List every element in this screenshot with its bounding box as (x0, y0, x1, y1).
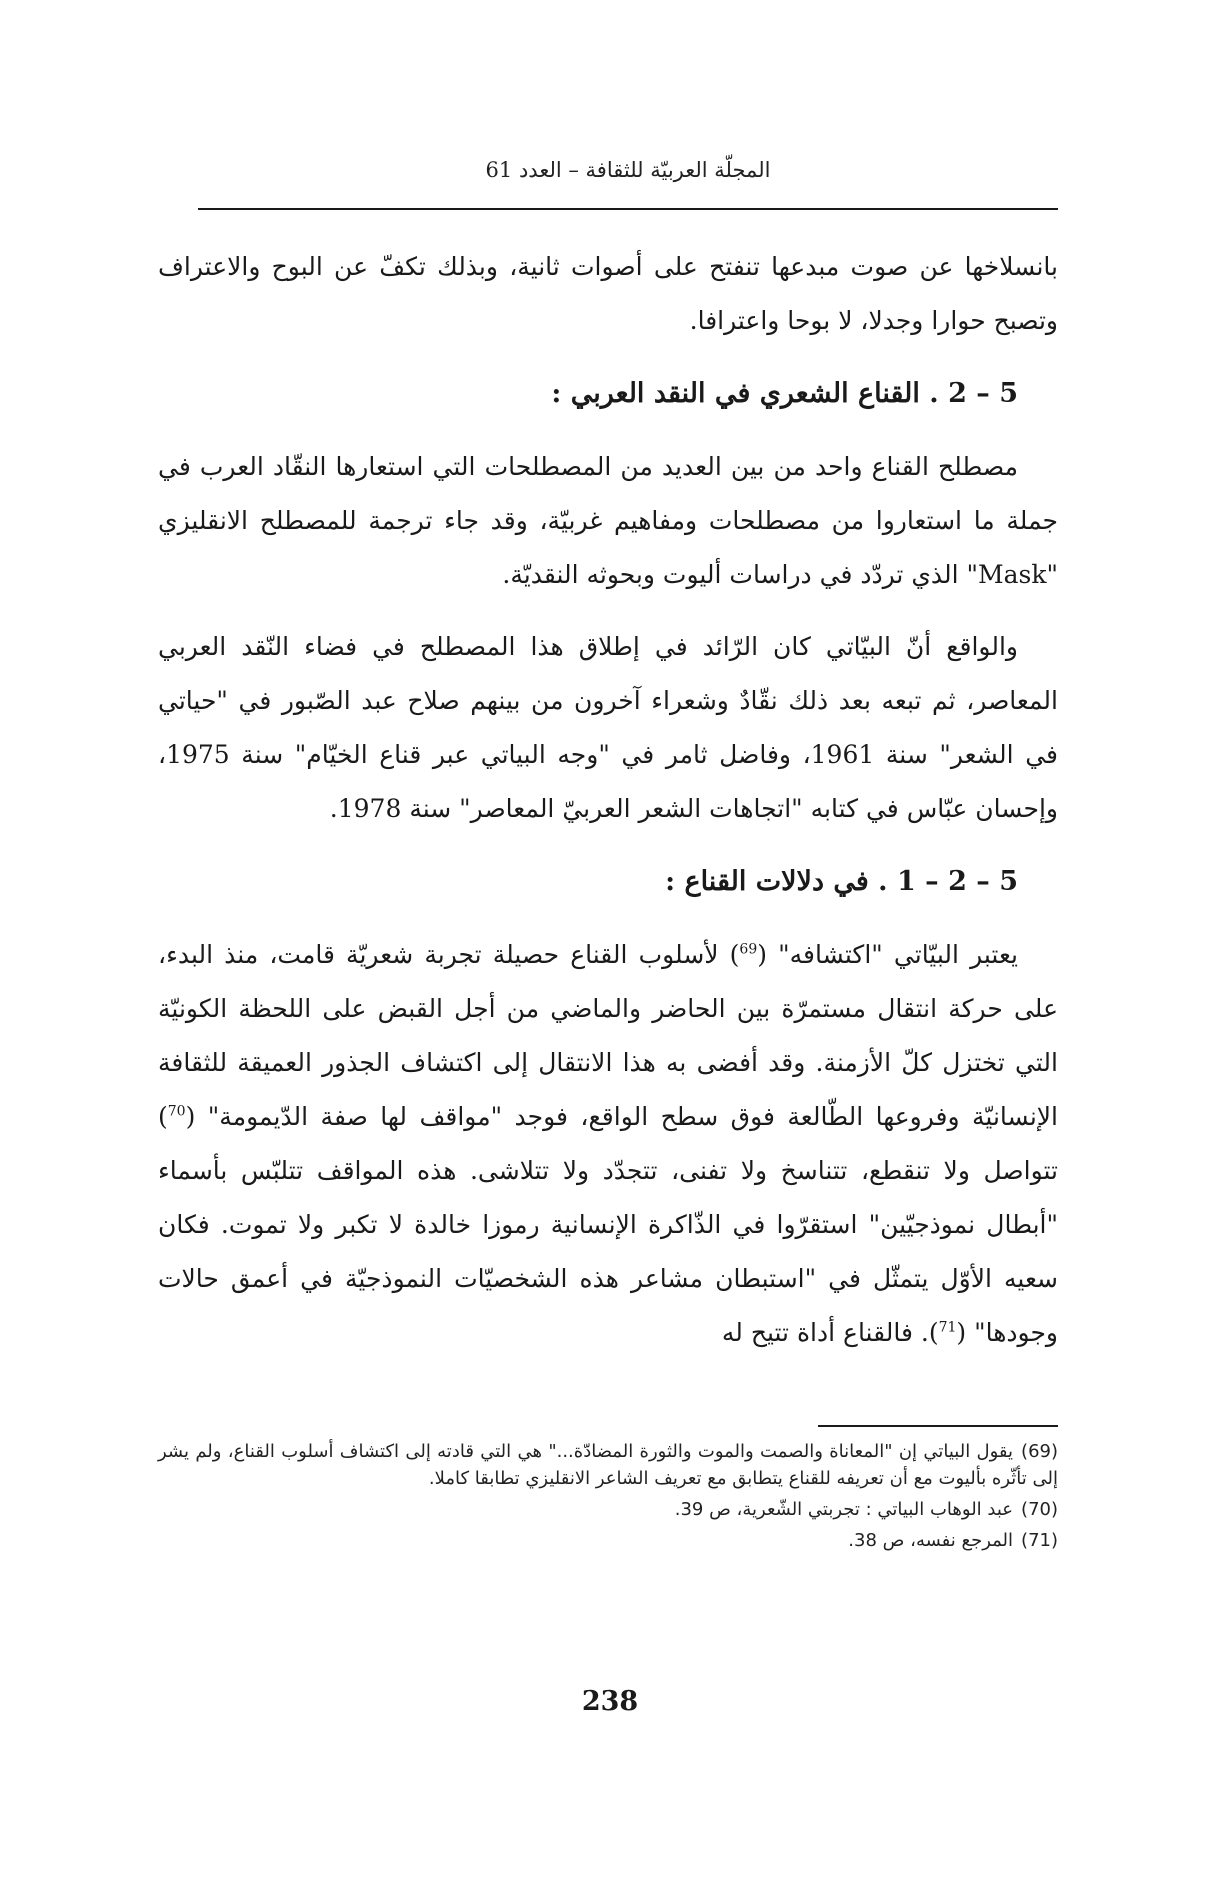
footnote-text: المرجع نفسه، ص 38. (848, 1530, 1014, 1551)
paragraph-continuation: بانسلاخها عن صوت مبدعها تنفتح على أصوات ثانية، وبذلك تكفّ عن البوح والاعتراف وتصبح حوارا وجدلا، لا بوحا واعترافا. (158, 252, 1058, 335)
footnote-ref-70[interactable]: 70 (167, 1103, 186, 1120)
footnote-71 (158, 1527, 1058, 1554)
paragraph-text-part: ) تتواصل ولا تنقطع، تتناسخ ولا تفنى، تتجدّد ولا تتلاشى. هذه المواقف تتلبّس بأسماء "أبطال نموذجيّين" استقرّوا في الذّاكرة الإنسانية رموزا خالدة لا تكبر ولا تموت. فكان سعيه الأوّل يتمثّل في "استبطان مشاعر هذه الشخصيّات النموذجيّة في أعمق حالات وجودها" ( (158, 1102, 1058, 1347)
paragraph-mask-term: مصطلح القناع واحد من بين العديد من المصطلحات التي استعارها النقّاد العرب في جملة ما استعاروا من مصطلحات ومفاهيم غربيّة، وقد جاء ترجمة للمصطلح الانقليزي "Mask" الذي تردّد في دراسات أليوت وبحوثه النقديّة. (158, 452, 1058, 589)
page-number: 238 (581, 1686, 639, 1717)
footnote-ref-71[interactable]: 71 (938, 1319, 957, 1336)
section-heading-5-2: 5 – 2 . القناع الشعري في النقد العربي : (551, 378, 1018, 409)
section-heading-5-2-1: 5 – 2 – 1 . في دلالات القناع : (665, 866, 1018, 897)
running-head: المجلّة العربيّة للثقافة – العدد 61 (485, 158, 771, 182)
footnote-70 (158, 1496, 1058, 1523)
footnote-ref-69[interactable]: 69 (739, 941, 758, 958)
footnote-text: عبد الوهاب البياتي : تجربتي الشّعرية، ص 39. (674, 1499, 1014, 1520)
paragraph-text-part: ) لأسلوب القناع حصيلة تجربة شعريّة قامت، منذ البدء، على حركة انتقال مستمرّة بين الحاضر والماضي من أجل القبض على اللحظة الكونيّة التي تختزل كلّ الأزمنة. وقد أفضى به هذا الانتقال إلى اكتشاف الجذور العميقة للثقافة الإنسانيّة وفروعها الطّالعة فوق سطح الواقع، فوجد "مواقف لها صفة الدّيمومة" ( (158, 940, 1058, 1131)
footnote-number: (69) (1021, 1441, 1058, 1462)
main-text (158, 240, 1058, 1360)
header-rule (198, 208, 1058, 210)
footnote-text: يقول البياتي إن "المعاناة والصمت والموت والثورة المضادّة..." هي التي قادته إلى اكتشاف أسلوب القناع، ولم يشر إلى تأثّره بأليوت مع أن تعريفه للقناع يتطابق مع تعريف الشاعر الانقليزي تطابقا كاملا. (158, 1441, 1058, 1489)
footnote-69 (158, 1438, 1058, 1492)
paragraph-text-part: ). فالقناع أداة تتيح له (721, 1318, 939, 1347)
footnote-number: (70) (1021, 1499, 1058, 1520)
paragraph-bayati-pioneer: والواقع أنّ البيّاتي كان الرّائد في إطلاق هذا المصطلح في فضاء النّقد العربي المعاصر، ثم تبعه بعد ذلك نقّادٌ وشعراء آخرون من بينهم صلاح عبد الصّبور في "حياتي في الشعر" سنة 1961، وفاضل ثامر في "وجه البياتي عبر قناع الخيّام" سنة 1975، وإحسان عبّاس في كتابه "اتجاهات الشعر العربيّ المعاصر" سنة 1978. (158, 632, 1058, 823)
footnote-separator (818, 1425, 1058, 1427)
paragraph-text-part: يعتبر البيّاتي "اكتشافه" ( (757, 940, 1018, 969)
footnotes (158, 1438, 1058, 1558)
footnote-number: (71) (1021, 1530, 1058, 1551)
paragraph-mask-meaning (158, 928, 1058, 1360)
